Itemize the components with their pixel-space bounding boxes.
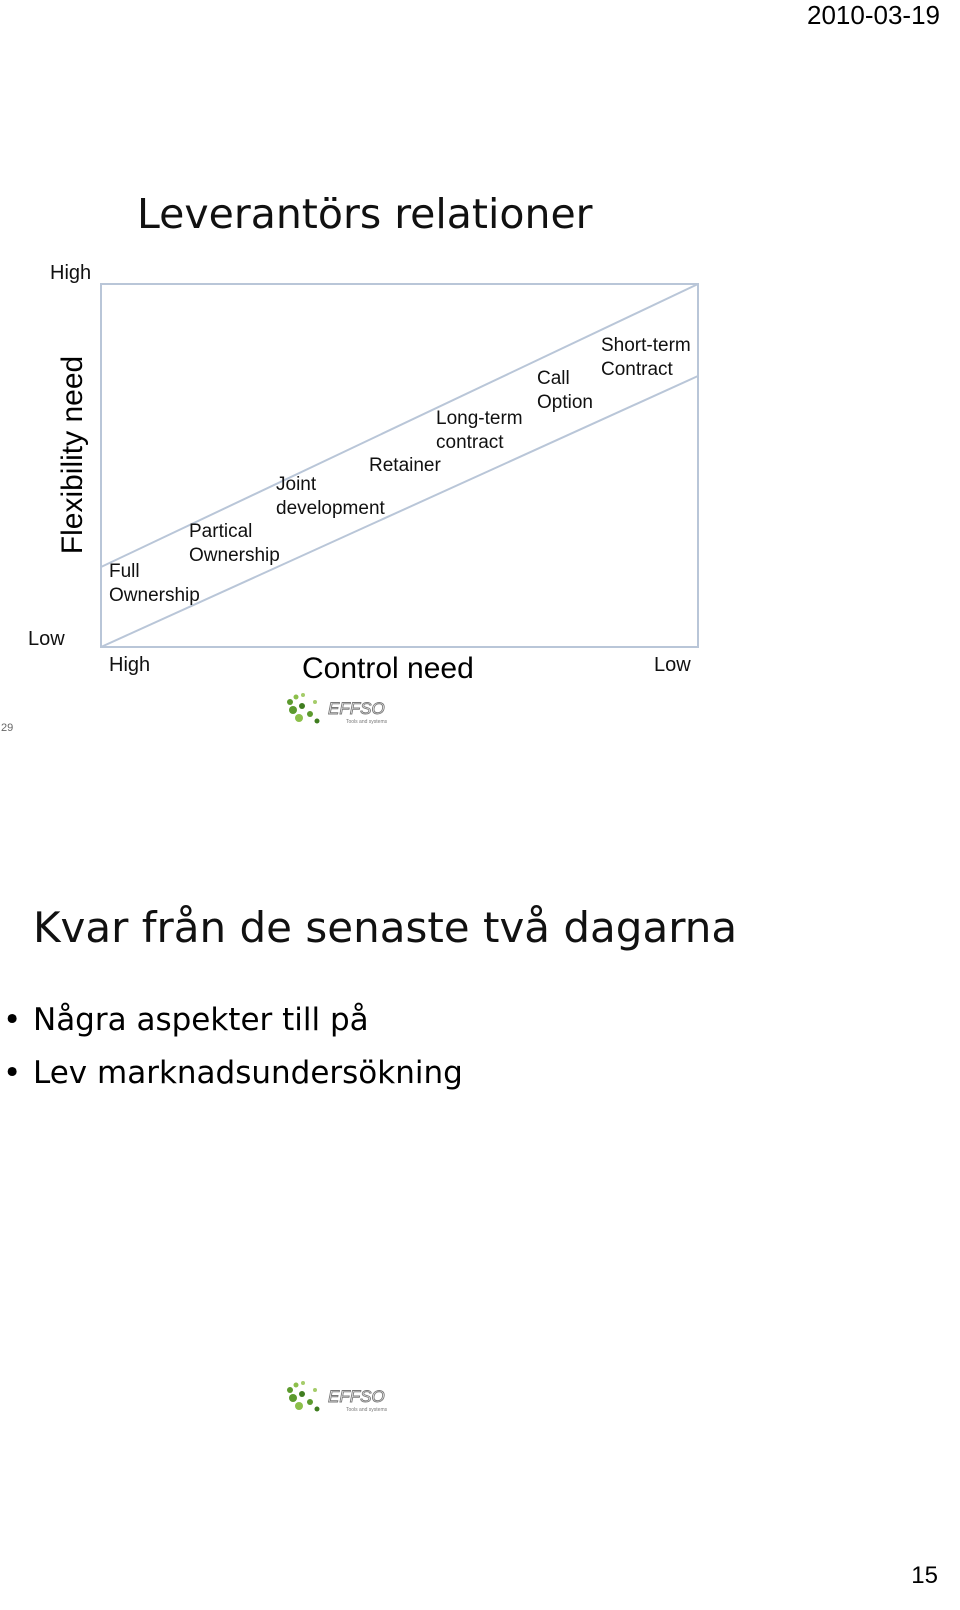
- y-axis-high-label: High: [50, 262, 92, 284]
- svg-text:Tools and systems: Tools and systems: [346, 719, 388, 725]
- slide2-title: Kvar från de senaste två dagarna: [33, 903, 738, 952]
- relation-joint-development: Joint development: [276, 474, 385, 519]
- bullet-item: • Några aspekter till på: [3, 1002, 369, 1038]
- relation-full-ownership: Full Ownership: [109, 561, 200, 606]
- effso-logo: [284, 690, 404, 728]
- x-axis-high-label: High: [109, 654, 151, 676]
- svg-text:EFFSO: EFFSO: [328, 699, 385, 718]
- relation-partial-ownership: Partical Ownership: [189, 521, 280, 566]
- bullet-icon: •: [3, 1002, 22, 1038]
- slide-number: 29: [1, 722, 14, 734]
- svg-text:Tools and systems: Tools and systems: [346, 1407, 388, 1413]
- bullet-list: [0, 1002, 463, 1108]
- y-axis-low-label: Low: [28, 628, 65, 650]
- relation-long-term-contract: Long-term contract: [436, 408, 523, 453]
- bullet-item: • Lev marknadsundersökning: [3, 1055, 463, 1091]
- bullet-icon: •: [3, 1055, 22, 1091]
- page-date: 2010-03-19: [807, 0, 940, 30]
- relation-call-option: Call Option: [537, 368, 593, 413]
- effso-logo-2: [284, 1378, 404, 1416]
- x-axis-low-label: Low: [654, 654, 691, 676]
- relation-short-term-contract: Short-term Contract: [601, 335, 691, 380]
- x-axis-title: Control need: [302, 652, 474, 685]
- svg-text:EFFSO: EFFSO: [328, 1387, 385, 1406]
- relation-retainer: Retainer: [369, 455, 441, 476]
- y-axis-title: Flexibility need: [56, 355, 89, 555]
- page-number: 15: [911, 1562, 938, 1589]
- slide-title: Leverantörs relationer: [137, 190, 593, 238]
- positioning-diagram: [0, 0, 960, 720]
